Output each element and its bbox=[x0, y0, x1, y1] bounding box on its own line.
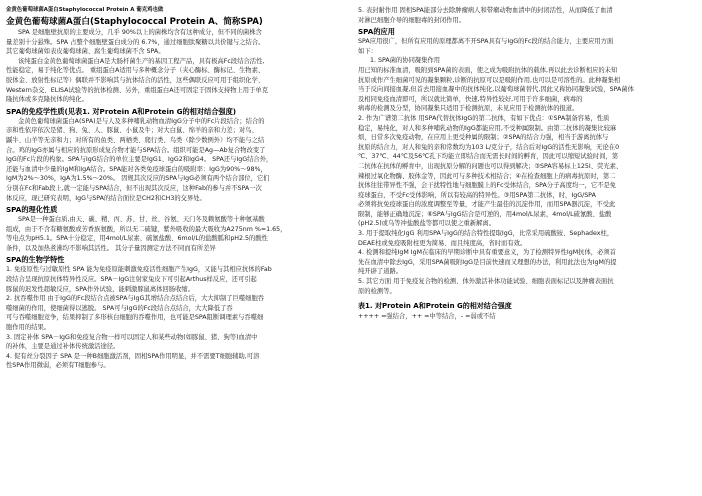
paragraph-line: 胶体金、放射性标记等）偶联并不影响其与抗体结合的活性，这些偶联反应可用于组织化学、 bbox=[6, 76, 265, 84]
paragraph-line: 疫球蛋白，不受Fc受体影响，所以有较高的特异性。③用SPA第二抗体，时，IgG/SPA bbox=[358, 191, 596, 199]
paragraph-line: 段结合呈现抗原抗体特异性反应。SPA－IgG注射家兔皮下可引起Arthus样反应，还可引起 bbox=[6, 276, 257, 284]
page-title: 金黄色葡萄球菌A蛋白(Staphylococcal Protein A、简称SPA) bbox=[6, 17, 263, 27]
paragraph-line: 病毒的检测及分型，协同凝集只适用于检测抗原，未见应用于检测抗体的报道。 bbox=[358, 105, 579, 113]
paragraph-line: 抗原的结合力，对人和兔的亲和常数均为103 L/克分子，结合后对IgG的活性无影响，无论在0 bbox=[358, 143, 620, 151]
right-column bbox=[358, 6, 694, 322]
paragraph-line: 稳定，易纯化，对人和多种哺乳动物的IgG都能应用,不受种属限制。由第二抗体的凝集比较麻 bbox=[358, 124, 617, 132]
paragraph-line: 合。鸡的IgG亦属与相应的抗原形成复合物才能与SPA结合。组织可能是Ag—Ab复合物改变了 bbox=[6, 146, 266, 154]
paragraph-line: 胞作用的结果。 bbox=[6, 324, 51, 332]
paragraph-line: 3. 用于提取纯化IgG 利用SPA与IgG的结合特性提取IgG，比常采用硫酸铵、Sephadex柱， bbox=[358, 230, 614, 238]
paragraph-line: 辣根过氧化物酶、胶体金等，因此可与多种技术相结合；④在检查细胞上的病毒抗原时，第二 bbox=[358, 172, 616, 180]
paragraph-line: 其它葡萄球菌如表皮葡萄球菌、腐生葡萄球菌不含 SPA。 bbox=[6, 48, 165, 56]
paragraph-line: 5. 表封耐作用 固相SPA能部分去除肿瘤病人和带瘤动物血清中的封闭活性，从而降低了血清 bbox=[358, 7, 613, 14]
paragraph-line: 5. 其它方面 用于免疫复合物的检测、体外激活补体功能试验、细胞表面标记以及肿瘤表面抗 bbox=[358, 278, 614, 286]
paragraph-line: 金黄色葡萄球菌蛋白A(SPA)是与人及多种哺乳动物血清IgG分子中的Fc片段结合；结合的 bbox=[18, 117, 265, 125]
paragraph-line: 烦，日常多次免疫动物，在应用上更受种属的限制；②SPA的结合力强，相当于游离抗体与 bbox=[358, 134, 609, 142]
paragraph-line: 鼷牛、山羊等无亲和力；对所有的鱼类、两栖类、爬行类、鸟类（除少数例外）均不能与之结 bbox=[6, 136, 265, 144]
paragraph-line: 及相同免疫血清即可，所以就比简单，快速,特异性较好,可用于许多细菌，病毒的 bbox=[358, 95, 583, 103]
paragraph-line: 可与吞噬细胞竞争，结果抑制了多形核白细胞的吞噬作用，也可能是SPA阻断调理素与吞噬细 bbox=[6, 314, 264, 322]
paragraph-line: 1. SPA菌的协同凝集作用 bbox=[370, 57, 441, 65]
paragraph-line: 2. 抗吞噬作用 由于IgG的Fc段结合点被SPA与IgG其增结合点结合后，大大抑制了巨噬细胞吞 bbox=[6, 295, 265, 303]
paragraph-line: 当于反向间接血凝,但首去用接血凝中的抗体纯化,以葡萄球菌替代,因此又称协同凝集试验，SPA菌体 bbox=[358, 86, 634, 94]
paragraph-line: 条件，以及加热煮沸均不影响其活性。 其分子量因测定方法不同而有所差异 bbox=[6, 244, 216, 252]
paragraph-line: 用已知的标准血清，吸附到SPA菌的表面，使之成为吸附抗体的载体,再以此去诊断相应的未知 bbox=[358, 66, 618, 74]
paragraph-line: 2. 作为广谱第二抗体 用SPA代替抗体IgG的第二抗体，有如下优点：①SPA制备容易，性质 bbox=[358, 114, 610, 122]
paragraph-line: 体反应，现已研究表明，IgG与SPA的结合面位是CH2和CH3的交界处。 bbox=[6, 194, 206, 202]
paragraph-line: 组成，由于不含有糖氨酸或芳香族氨酸，所以无二硫键，紫外吸收的最大吸收为A275nm %=1.65， bbox=[6, 225, 287, 233]
paragraph-line: 纯开辟了道路。 bbox=[358, 268, 403, 276]
paragraph-line: 抗体往往带异性不强，会干扰特性地与细胞膜上的Fc受体结合，SPA分子高度均一，它不是免 bbox=[358, 182, 617, 190]
paragraph-line: IgG的Fc片段的构象。SPA与IgG结合的单位主要是IgG1、IgG2和IgG4。 SPA还与IgG结合外， bbox=[6, 156, 273, 164]
paragraph-line: 必须将抗免疫球蛋白的浓度调整至等量，才能产生最佳的沉淀作用，而用SPA器沉淀，不受此 bbox=[358, 201, 616, 209]
paragraph-line: 还能与血清中少量的IgM和IgA结合。SPA能对各类免疫球蛋白的吸附率：IgG为90%～98%， bbox=[6, 165, 267, 173]
paragraph-line: Western杂交、ELISA试验等的抗体检测、另外，重组蛋白A还可固定于固体支持物上用于单克 bbox=[6, 86, 268, 94]
paragraph-line: 量差别十分悬殊。SPA 占整个细胞壁蛋白成分的 6.7%，通过细胞肽聚糖以共价键与之结合。 bbox=[6, 38, 265, 46]
paragraph-line: IgM为2%～30%，IgA为1.5%～20%。 因规其次反应的SPA与IgG必须有两个结合部位，它们 bbox=[6, 175, 270, 183]
table-legend: ++++ =强结合，++ =中等结合，- =弱或不结 bbox=[358, 313, 496, 321]
paragraph-line: 抗原或作产生细菌可见的凝集颗粒,诊断的抗原可以是吸附作用,也可以是可溶性的。此种凝集相 bbox=[358, 76, 621, 84]
paragraph-line: 限制，能够正确地沉淀；⑥SPA与IgG结合是可逆的，用4mol/L尿素，4mol/L硫氰酸、盐酸 bbox=[358, 210, 612, 218]
paragraph-line: 原的检测等。 bbox=[358, 287, 396, 295]
paragraph-line: 3. 固定补体 SPA－IgG和免疫复合物一样可以固定人和某些动物(如豚鼠、猪、狗等)血清中 bbox=[6, 333, 258, 341]
paragraph-line: 4. 检测和提纯IgM IgM在临床的早期诊断中具有重要意义，为了检测特异性IgM抗体，必须首 bbox=[358, 249, 616, 257]
paragraph-line: (pH2.5)或乌等冲盐酸盐等都可以使之重新解离。 bbox=[358, 220, 496, 228]
section-heading: SPA的免疫学性质(见表1. 对Protein A和Protein G的相对结合强度) bbox=[6, 106, 237, 116]
left-column bbox=[6, 0, 342, 371]
paragraph-line: 如下： bbox=[358, 47, 377, 55]
paragraph-line: 性能稳定，易于纯化等优点。 重组蛋白A适用与多种概念分子（夹心酶标、酶标记、生物素、 bbox=[6, 67, 265, 75]
header-tiny: 金黄色葡萄球菌A蛋白Staphylococcal Protein A 葡克鸡也做 bbox=[6, 7, 164, 13]
paragraph-line: 等电点为pH5.1。SPA十分稳定，用4mol/L尿素、硫氰盐酸、6mol/L的盐酸胍和pH2.5的酸性 bbox=[6, 235, 268, 243]
paragraph-line: 4. 促有丝分裂因子 SPA 是一种B细胞激活剂，固相SPA作用明显，并不需要T细胞辅助,可溶 bbox=[6, 352, 260, 360]
paragraph-line: SPA是一种蛋白质,由天、碳、精、丙、苏、甘、丝、谷氨、天门冬及赖氨酸等十种氨基酸 bbox=[18, 216, 265, 224]
paragraph-line: 先在血清中除去IgG，采用SPA菌吸附IgG是目前快速而又理想的办法，利用此法也为IgM的提 bbox=[358, 258, 617, 266]
paragraph-line: 对淋巴细胞介导的细胞毒的封闭作用。 bbox=[358, 16, 466, 24]
section-heading: SPA的生物学特性 bbox=[6, 255, 65, 265]
table-title: 表1. 对Protein A和Protein G的相对结合强度 bbox=[358, 302, 512, 311]
paragraph-line: 二抗体在抗体的孵育中，出现抗原分解的问题也可以得到解决；③SPA容易标上125I、荧光素、 bbox=[358, 162, 623, 170]
paragraph-line: 1. 免疫原性与过敏原性 SPA 能为免疫原能刺激免疫活性细胞产生IgG，又能与其相应抗体的Fab bbox=[6, 266, 272, 274]
paragraph-line: 的补体，主要是通过补体传统激活途径。 bbox=[6, 343, 120, 351]
paragraph-line: 噬细菌的作用，使细菌得以逃脱。 SPA可与IgG的Fc段结合点结合，大大降低了吞 bbox=[6, 304, 233, 312]
paragraph-line: DEAE柱或免疫吸附柱更为简易、而且纯度高，省时而有效。 bbox=[358, 239, 527, 247]
paragraph-line: 隆抗体或多克隆抗体的纯化。 bbox=[6, 96, 88, 104]
paragraph-line: 亲和性依序依次是猪、狗、兔、人、豚鼠、小鼠及牛；对大白鼠、绵羊的亲和力差；对鸟、 bbox=[6, 127, 258, 135]
paragraph-line: 分别在Fc和Fab段上,就一定能与SPA结合，但不出现其次反应，这种Fab的参与并不SPA一次 bbox=[6, 184, 262, 192]
paragraph-line: SPA应用很广，但所有应用的原理都离不开SPA具有与IgG的Fc段的结合能力，主要应用方面 bbox=[358, 38, 614, 46]
paragraph-line: ℃、37℃、44℃及56℃孔下均能立即结合而无需长时间的孵育，因此可以缩短试验时间，第 bbox=[358, 153, 619, 161]
paragraph-line: 豚鼠的迟发性超敏反应，SPA作外试验，能刺激豚鼠离体回肠收缩。 bbox=[6, 285, 195, 293]
paragraph-line: 该纯蛋白金黄色葡萄球菌蛋白A是大肠杆菌生产的基因工程产品，具有极高Fc段结合活性, bbox=[18, 57, 265, 65]
section-heading: SPA的理化性质 bbox=[6, 205, 58, 215]
section-heading: SPA的应用 bbox=[358, 27, 395, 37]
paragraph-line: SPA 是细胞壁抗原的主要成分，几乎 90%以上的菌株均含有这种成分，但不同的菌株含 bbox=[18, 29, 262, 36]
paragraph-line: 性SPA作用微弱，必须有T细胞参与。 bbox=[6, 362, 110, 370]
